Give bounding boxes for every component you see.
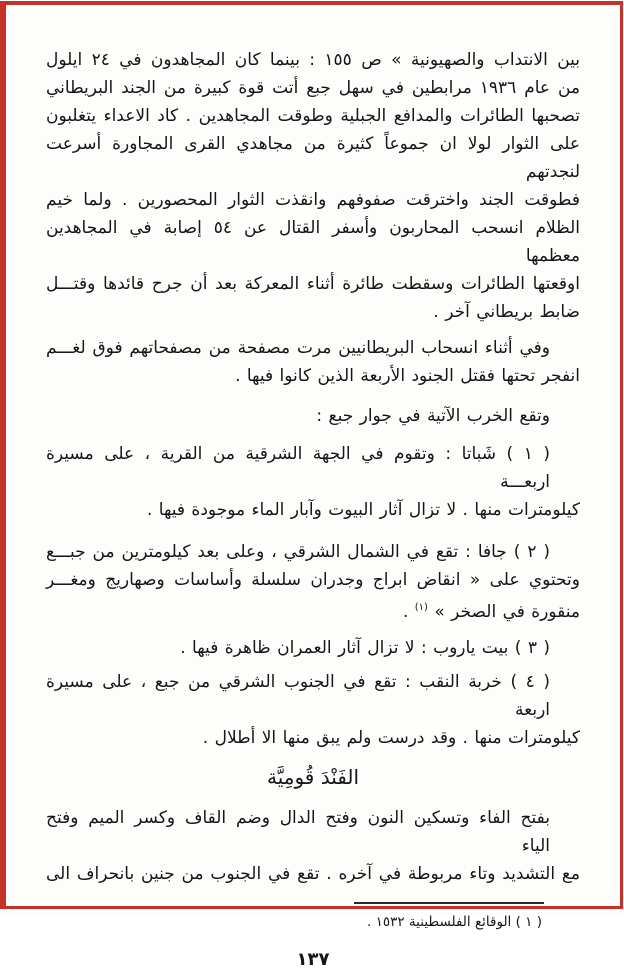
text-line: وفي أثناء انسحاب البريطانيين مرت مصفحة من مصفحاتهم فوق لغـــم xyxy=(46,338,550,358)
list-item-line: كيلومترات منها . لا تزال آثار البيوت وآبار الماء موجودة فيها . xyxy=(146,500,580,520)
list-item-line: ( ٢ ) جافا : تقع في الشمال الشرقي ، وعلى بعد كيلومترين من جبـــع xyxy=(46,542,550,562)
text-line: وتقع الخرب الآتية في جوار جبع : xyxy=(316,406,550,426)
text-line: على الثوار لولا ان جموعاً كثيرة من مجاهدي القرى المجاورة أسرعت لنجدتهم xyxy=(46,134,580,182)
text-block xyxy=(46,46,580,974)
text-line: تصحبها الطائرات والمدافع الجبلية وطوقت المجاهدين . كاد الاعداء يتغلبون xyxy=(46,106,580,126)
text-line: فطوقت الجند واخترقت صفوفهم وانقذت الثوار المحصورين . ولما خيم xyxy=(46,190,580,210)
section-heading: الفَنْدَ قُومِيَّة xyxy=(266,765,360,789)
text-line: انفجر تحتها فقتل الجنود الأربعة الذين كانوا فيها . xyxy=(235,366,580,386)
list-item-line: وتحتوي على « انقاض ابراج وجدران سلسلة وأساسات وصهاريج ومغـــر xyxy=(46,570,580,590)
footnote-divider xyxy=(354,902,544,904)
quote-end-text: منقورة في الصخر » xyxy=(434,602,580,622)
text-line: اوقعتها الطائرات وسقطت طائرة أثناء المعركة بعد أن جرح قائدها وقتـــل xyxy=(46,274,580,294)
text-line: الظلام انسحب المحاربون وأسفر القتال عن ٥٤ إصابة في المجاهدين معظمها xyxy=(46,218,580,266)
list-item-line xyxy=(46,594,580,626)
list-item-line: كيلومترات منها . وقد درست ولم يبق منها الا أطلال . xyxy=(202,728,580,748)
list-item-line: ( ٤ ) خربة النقب : تقع في الجنوب الشرقي من جبع ، على مسيرة اربعة xyxy=(46,672,550,720)
sentence-period: . xyxy=(402,602,409,622)
text-line: من عام ١٩٣٦ مرابطين في سهل جبع أتت قوة كبيرة من الجند البريطاني xyxy=(46,78,580,98)
footnote: ( ١ ) الوقائع الفلسطينية ١٥٣٢ . xyxy=(367,914,542,930)
text-line: ضابط بريطاني آخر . xyxy=(433,302,580,322)
list-item-line: ( ١ ) شَباتا : وتقوم في الجهة الشرقية من القرية ، على مسيرة اربعـــة xyxy=(46,444,550,492)
page-number: ١٣٧ xyxy=(296,949,330,970)
text-line: بين الانتداب والصهيونية » ص ١٥٥ : بينما كان المجاهدون في ٢٤ ايلول xyxy=(46,50,581,70)
footnote-reference-marker: (١) xyxy=(414,602,428,613)
text-line: بفتح الفاء وتسكين النون وفتح الدال وضم القاف وكسر الميم وفتح الياء xyxy=(46,808,550,856)
list-item-line: ( ٣ ) بيت ياروب : لا تزال آثار العمران ظاهرة فيها . xyxy=(180,638,550,658)
text-line: مع التشديد وتاء مربوطة في آخره . تقع في الجنوب من جنين بانحراف الى xyxy=(46,864,580,884)
